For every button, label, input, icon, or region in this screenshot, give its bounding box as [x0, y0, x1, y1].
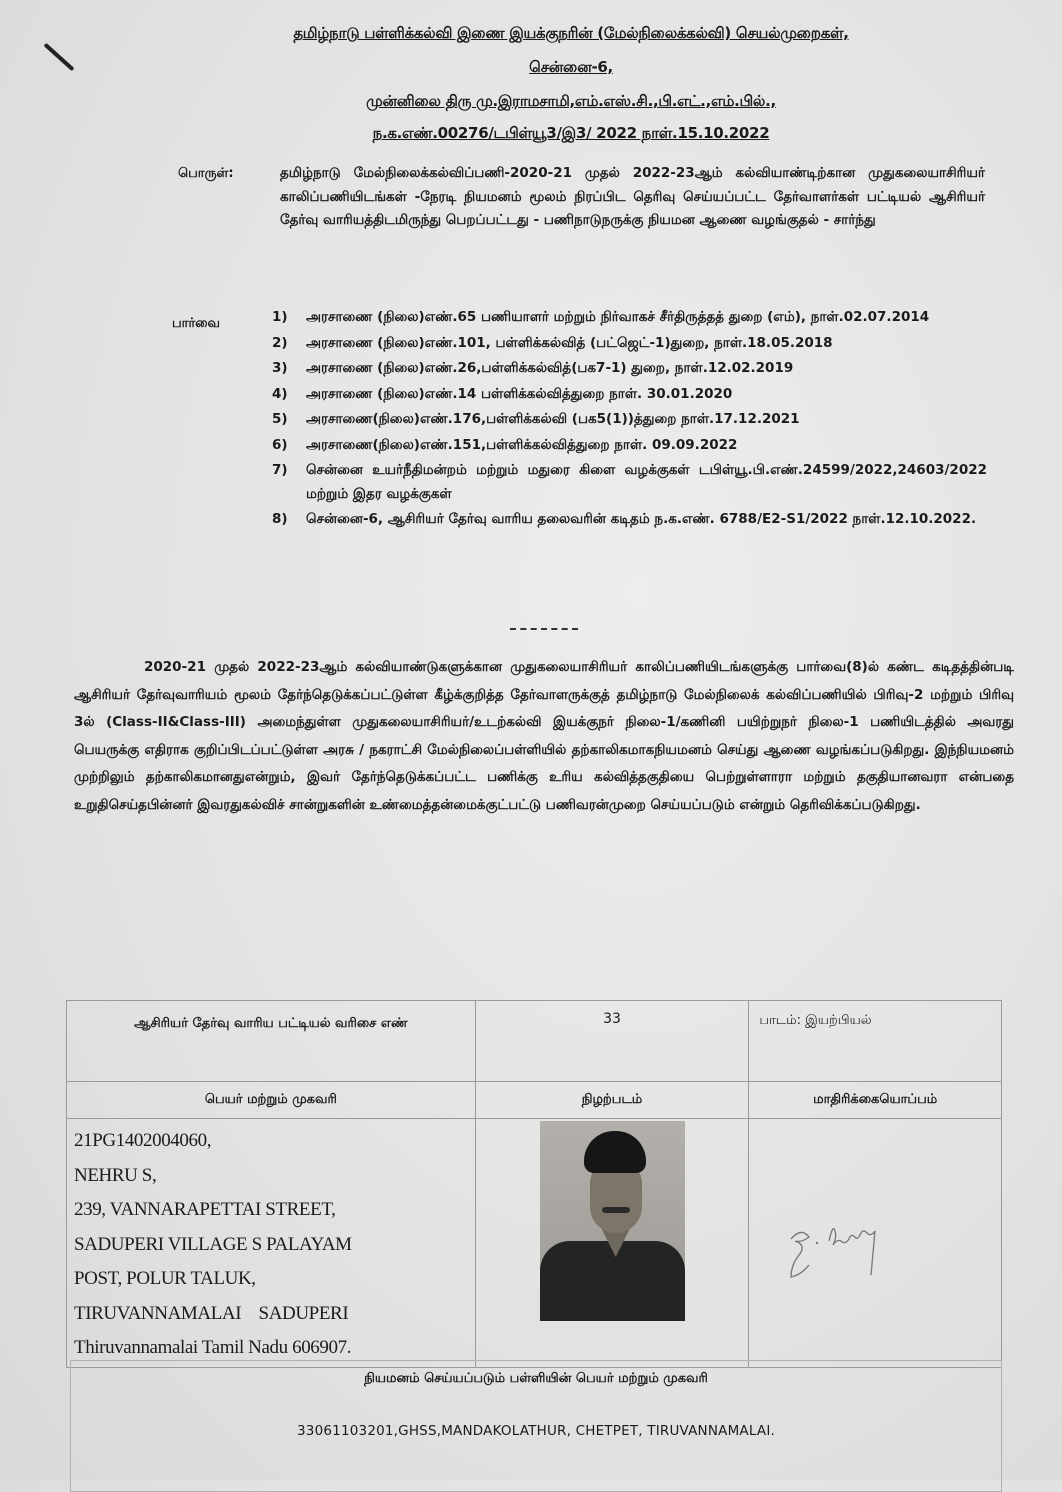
table-row: [67, 1082, 1002, 1119]
candidate-address-cell: [67, 1119, 476, 1368]
trb-list-label: ஆசிரியர் தேர்வு வாரிய பட்டியல் வரிசை எண்: [67, 1001, 476, 1082]
reference-item: [272, 459, 987, 506]
address-line: TIRUVANNAMALAI SADUPERI: [74, 1302, 349, 1324]
header-presiding-officer: முன்னிலை திரு மு.இராமசாமி,எம்.எஸ்.சி.,பி.எட்.,எம்.பில்.,: [366, 92, 776, 110]
reference-text: சென்னை-6, ஆசிரியர் தேர்வு வாரிய தலைவரின் கடிதம் ந.க.எண். 6788/E2-S1/2022 நாள்.12.10.2022.: [306, 511, 977, 527]
registration-number: 21PG1402004060,: [74, 1130, 212, 1151]
header-city: சென்னை-6,: [529, 58, 613, 76]
order-paragraph: 2020-21 முதல் 2022-23ஆம் கல்வியாண்டுகளுக்கான முதுகலையாசிரியர் காலிப்பணியிடங்களுக்கு பார்வை(8)ல் கண்ட கடிதத்தின்படி ஆசிரியர் தேர்வுவாரியம் மூலம் தேர்ந்தெடுக்கப்பட்டுள்ள கீழ்க்குறித்த தேர்வாளருக்குத் தமிழ்நாடு மேல்நிலைக் கல்விப்பணியில் பிரிவு-2 மற்றும் பிரிவு 3ல் (Class-II&Class-III) அமைந்துள்ள முதுகலையாசிரியர்/உடற்கல்வி இயக்குநர் நிலை-1/கணினி பயிற்றுநர் நிலை-1 பணியிடத்தில் அவரது பெயருக்கு எதிராக குறிப்பிடப்பட்டுள்ள அரசு / நகராட்சி மேல்நிலைப்பள்ளியில் தற்காலிகமாகநியமனம் செய்து ஆணை வழங்கப்படுகிறது. இந்நியமனம் முற்றிலும் தற்காலிகமானதுஎன்றும், இவர் தேர்ந்தெடுக்கப்பட்ட பணிக்கு உரிய கல்வித்தகுதியை பெற்றுள்ளாரா மற்றும் தகுதியானவரா என்பதை உறுதிசெய்தபின்னர் இவரதுகல்விச் சான்றுகளின் உண்மைத்தன்மைக்குட்பட்டு பணிவரன்முறை செய்யப்படும் என்றும் தெரிவிக்கப்படுகிறது.: [74, 659, 1014, 813]
table-row: [67, 1001, 1002, 1082]
person-photo-icon: [540, 1121, 685, 1321]
references-list: [272, 306, 987, 534]
header-office: தமிழ்நாடு பள்ளிக்கல்வி இணை இயக்குநரின் (மேல்நிலைக்கல்வி) செயல்முறைகள்,: [293, 24, 849, 42]
table-row: [67, 1119, 1002, 1368]
reference-number: 7): [272, 462, 288, 478]
signature-header: மாதிரிக்கையொப்பம்: [749, 1082, 1002, 1119]
reference-number: 3): [272, 360, 288, 376]
signature-icon: [779, 1209, 939, 1289]
references-label: பார்வை: [172, 316, 221, 331]
subject-label: பொருள்:: [178, 166, 234, 181]
name-address-header: பெயர் மற்றும் முகவரி: [67, 1082, 476, 1119]
reference-item: [272, 508, 987, 532]
reference-item: [272, 332, 987, 356]
reference-item: [272, 408, 987, 432]
school-name-address: 33061103201,GHSS,MANDAKOLATHUR, CHETPET, TIRUVANNAMALAI.: [297, 1423, 775, 1439]
address-line: SADUPERI VILLAGE S PALAYAM: [74, 1233, 352, 1255]
reference-number: 5): [272, 411, 288, 427]
reference-number: 2): [272, 334, 288, 351]
reference-text: அரசாணை (நிலை)எண்.65 பணியாளர் மற்றும் நிர்வாகச் சீர்திருத்தத் துறை (எம்), நாள்.02.07.2014: [306, 309, 930, 325]
reference-text: அரசாணை (நிலை)எண்.26,பள்ளிக்கல்வித்(பக7-1) துறை, நாள்.12.02.2019: [306, 360, 794, 376]
reference-item: [272, 357, 987, 381]
reference-number: 1): [272, 309, 288, 325]
reference-text: அரசாணை(நிலை)எண்.176,பள்ளிக்கல்வி (பக5(1))த்துறை நாள்.17.12.2021: [306, 411, 800, 427]
photo-cell: [475, 1119, 749, 1368]
address-line: 239, VANNARAPETTAI STREET,: [74, 1199, 336, 1220]
section-separator: [510, 628, 578, 630]
reference-item: [272, 434, 987, 458]
reference-item: [272, 383, 987, 407]
reference-number: 6): [272, 436, 288, 453]
school-label: நியமனம் செய்யப்படும் பள்ளியின் பெயர் மற்றும் முகவரி: [364, 1371, 708, 1386]
subject-text: தமிழ்நாடு மேல்நிலைக்கல்விப்பணி-2020-21 முதல் 2022-23ஆம் கல்வியாண்டிற்கான முதுகலையாசிரியர் காலிப்பணியிடங்கள் -நேரடி நியமனம் மூலம் நிரப்பிட தெரிவு செய்யப்பட்ட தேர்வாளர்கள் பட்டியல் ஆசிரியர் தேர்வு வாரியத்திடமிருந்து பெறப்பட்டது - பணிநாடுநருக்கு நியமன ஆணை வழங்குதல் - சார்ந்து: [280, 165, 985, 228]
reference-text: சென்னை உயர்நீதிமன்றம் மற்றும் மதுரை கிளை வழக்குகள் டபிள்யூ.பி.எண்.24599/2022,24603/2022 மற்றும் இதர வழக்குகள்: [306, 462, 987, 502]
reference-text: அரசாணை(நிலை)எண்.151,பள்ளிக்கல்வித்துறை நாள். 09.09.2022: [306, 436, 738, 453]
reference-text: அரசாணை (நிலை)எண்.101, பள்ளிக்கல்வித் (பட்ஜெட்-1)துறை, நாள்.18.05.2018: [306, 334, 833, 351]
address-line: Thiruvannamalai Tamil Nadu 606907.: [74, 1337, 352, 1358]
school-box: [70, 1360, 1002, 1492]
serial-number: 33: [475, 1001, 749, 1082]
reference-number: 8): [272, 511, 288, 527]
header-reference-number: ந.க.எண்.00276/டபிள்யூ3/இ3/ 2022 நாள்.15.10.2022: [372, 124, 770, 142]
candidate-table: [66, 1000, 1002, 1368]
photo-header: நிழற்படம்: [475, 1082, 749, 1119]
address-line: POST, POLUR TALUK,: [74, 1268, 256, 1289]
signature-cell: [749, 1119, 1002, 1368]
reference-number: 4): [272, 385, 288, 402]
candidate-name: NEHRU S,: [74, 1164, 157, 1186]
candidate-address: [68, 1120, 474, 1366]
reference-text: அரசாணை (நிலை)எண்.14 பள்ளிக்கல்வித்துறை நாள். 30.01.2020: [306, 385, 733, 402]
subject-cell: பாடம்: இயற்பியல்: [749, 1001, 1002, 1082]
reference-item: [272, 306, 987, 330]
